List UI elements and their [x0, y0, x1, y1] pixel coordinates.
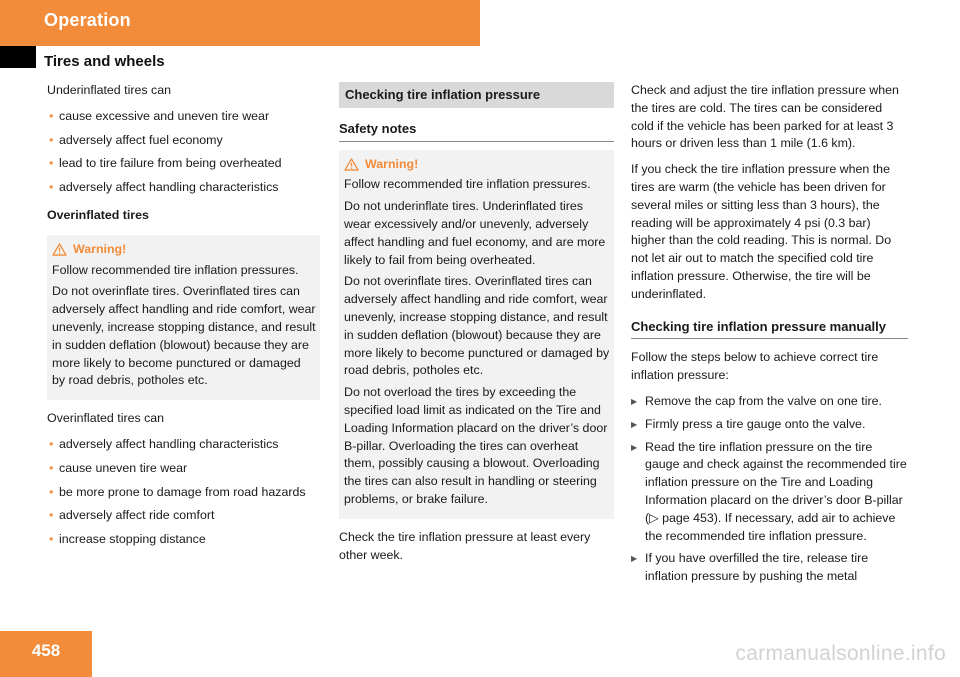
warning-text: Follow recommended tire inflation pressures. — [52, 262, 299, 277]
list-item: • cause uneven tire wear — [47, 460, 320, 478]
step-item: ▶ If you have overfilled the tire, release tire inflation pressure by pushing the metal — [631, 550, 908, 586]
warning-text: Follow recommended tire inflation pressures. — [344, 177, 591, 192]
column-middle — [339, 82, 614, 572]
warning-triangle-icon — [344, 158, 359, 171]
warning-title: Warning! — [365, 156, 419, 171]
step-item: ▶ Read the tire inflation pressure on the tire gauge and check against the recommended tire inflation pressure on the Tire and Loading Information placard on the driver’s door B-pillar (▷ page 453). If necessary, add air to achieve the recommended tire inflation pressure. — [631, 439, 908, 546]
warning-triangle-icon — [52, 243, 67, 256]
warning-box — [47, 235, 320, 400]
underinflated-list — [47, 108, 320, 197]
list-item: • adversely affect handling characteristics — [47, 179, 320, 197]
list-item: • adversely affect ride comfort — [47, 507, 320, 525]
step-item: ▶ Firmly press a tire gauge onto the valve. — [631, 416, 908, 434]
overinflated-heading: Overinflated tires — [47, 207, 149, 222]
warning-text: Do not overinflate tires. Overinflated tires can adversely affect handling and ride comfort, wear unevenly, increase stopping distance, and result in sudden deflation (blowout) because they are more likely to become punctured or damaged by road debris, potholes etc. — [344, 274, 610, 378]
column-right — [631, 82, 908, 591]
page-number: 458 — [31, 641, 61, 660]
section-heading: Checking tire inflation pressure — [339, 82, 614, 108]
steps-list — [631, 393, 908, 586]
warning-header — [344, 156, 610, 174]
warning-text: Do not overinflate tires. Overinflated tires can adversely affect handling and ride comfort, wear unevenly, increase stopping distance, and result in sudden deflation (blowout) because they are more likely to become punctured or damaged by road debris, potholes etc. — [52, 284, 316, 388]
list-item: • be more prone to damage from road hazards — [47, 484, 320, 502]
warning-title: Warning! — [73, 241, 127, 256]
warning-text: Do not underinflate tires. Underinflated tires wear excessively and/or unevenly, adversely affect handling and fuel economy, and are more likely to fail from being overheated. — [344, 199, 606, 267]
section-marker — [0, 46, 36, 68]
list-item: • lead to tire failure from being overheated — [47, 155, 320, 173]
list-item: • increase stopping distance — [47, 531, 320, 549]
watermark: carmanualsonline.info — [735, 642, 946, 665]
chapter-title: Operation — [44, 10, 131, 30]
warning-box — [339, 150, 614, 519]
overinflated-intro: Overinflated tires can — [47, 411, 165, 426]
list-item: • adversely affect fuel economy — [47, 132, 320, 150]
overinflated-list — [47, 436, 320, 549]
list-item: • cause excessive and uneven tire wear — [47, 108, 320, 126]
manual-check-heading: Checking tire inflation pressure manually — [631, 318, 908, 340]
step-item: ▶ Remove the cap from the valve on one tire. — [631, 393, 908, 411]
steps-intro: Follow the steps below to achieve correct tire inflation pressure: — [631, 350, 879, 383]
warning-text: Do not overload the tires by exceeding the specified load limit as indicated on the Tire and Loading Information placard on the driver’s door B-pillar. Overloading the tires can overheat them, possibly causing a blowout. Overloading the tires can also result in handling or steering problems, or brake failure. — [344, 385, 608, 506]
safety-notes-heading: Safety notes — [339, 120, 614, 142]
warning-header — [52, 241, 316, 259]
list-item: • adversely affect handling characteristics — [47, 436, 320, 454]
paragraph: Check and adjust the tire inflation pressure when the tires are cold. The tires can be considered cold if the vehicle has been parked for at least 3 hours or driven less than 1 mile (1.6 km). — [631, 83, 899, 151]
column-left — [47, 82, 320, 559]
paragraph: If you check the tire inflation pressure when the tires are warm (the vehicle has been driven for several miles or sitting less than 3 hours), the reading will be approximately 4 psi (0.3 bar) higher than the cold reading. This is normal. Do not let air out to match the specified cold tire inflation pressure. Otherwise, the tire will be underinflated. — [631, 162, 892, 301]
closing-text: Check the tire inflation pressure at least every other week. — [339, 529, 591, 562]
section-title: Tires and wheels — [44, 53, 165, 70]
underinflated-intro: Underinflated tires can — [47, 83, 171, 97]
